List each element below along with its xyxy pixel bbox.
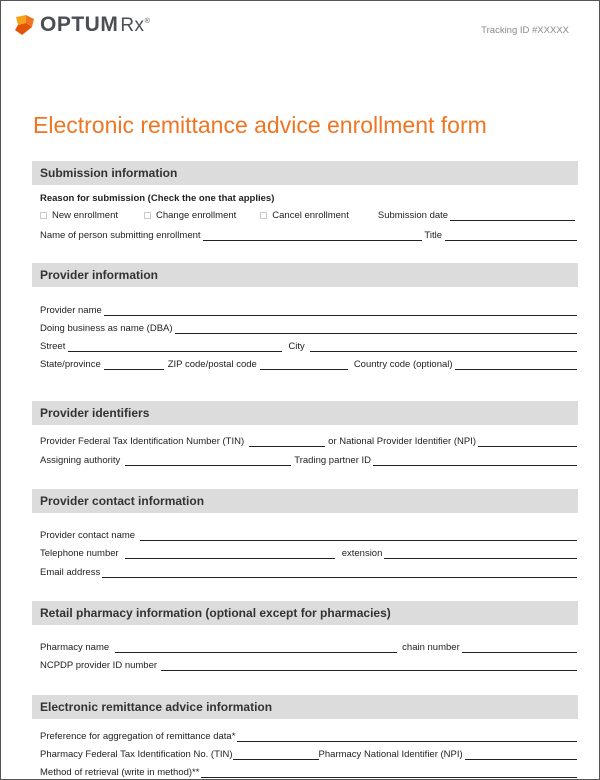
row-preference	[40, 730, 577, 742]
checkbox-box[interactable]	[260, 212, 267, 219]
section-heading: Retail pharmacy information (optional except for pharmacies)	[32, 601, 578, 625]
zip-field[interactable]	[260, 360, 348, 370]
row-method	[40, 766, 577, 778]
optum-logo-icon	[12, 13, 36, 37]
pharmacy-name-field[interactable]	[115, 643, 397, 653]
provider-name-field[interactable]	[104, 306, 577, 316]
tin-field[interactable]	[249, 437, 325, 447]
section-heading: Submission information	[32, 161, 578, 185]
tracking-id: Tracking ID #XXXXX	[481, 25, 569, 36]
row-authority	[40, 454, 577, 466]
era-tin-label: Pharmacy Federal Tax Identification No. (TIN)	[40, 749, 233, 760]
contact-name-label: Provider contact name	[40, 530, 136, 541]
reason-label: Reason for submission (Check the one that applies)	[40, 193, 275, 204]
era-npi-label: Pharmacy National Identifier (NPI)	[318, 749, 463, 760]
row-person	[40, 229, 577, 241]
ncpdp-label: NCPDP provider ID number	[40, 660, 158, 671]
trading-partner-field[interactable]	[373, 456, 577, 466]
section-heading: Electronic remittance advice information	[32, 695, 578, 719]
reason-options	[40, 209, 577, 221]
form-title: Electronic remittance advice enrollment form	[33, 112, 487, 138]
section-submission	[32, 161, 578, 185]
checkbox-cancel-enrollment[interactable]: Cancel enrollment	[260, 210, 349, 221]
provider-name-label: Provider name	[40, 305, 102, 316]
section-identifiers	[32, 401, 578, 425]
contact-name-field[interactable]	[140, 531, 577, 541]
checkbox-box[interactable]	[40, 212, 47, 219]
pharmacy-name-label: Pharmacy name	[40, 642, 110, 653]
row-tin	[40, 435, 577, 447]
logo-text: OPTUM Rx®	[40, 13, 151, 36]
trading-partner-label: Trading partner ID	[294, 455, 372, 466]
title-label: Title	[424, 230, 442, 241]
city-field[interactable]	[310, 342, 577, 352]
row-address	[40, 340, 577, 352]
row-era-tin	[40, 748, 577, 760]
country-label: Country code (optional)	[353, 359, 453, 370]
authority-field[interactable]	[125, 456, 291, 466]
npi-label: or National Provider Identifier (NPI)	[328, 436, 476, 447]
person-name-label: Name of person submitting enrollment	[40, 230, 201, 241]
npi-field[interactable]	[478, 437, 577, 447]
extension-field[interactable]	[384, 549, 577, 559]
person-name-field[interactable]	[203, 231, 423, 241]
email-field[interactable]	[102, 568, 577, 578]
checkbox-box[interactable]	[144, 212, 151, 219]
tin-label: Provider Federal Tax Identification Number (TIN)	[40, 436, 245, 447]
phone-field[interactable]	[125, 549, 335, 559]
zip-label: ZIP code/postal code	[167, 359, 257, 370]
optum-rx-logo	[12, 13, 150, 37]
dba-field[interactable]	[175, 324, 577, 334]
submission-date-label: Submission date	[377, 210, 449, 221]
section-era	[32, 695, 578, 719]
era-npi-field[interactable]	[465, 750, 577, 760]
title-field[interactable]	[445, 231, 577, 241]
row-provider-name	[40, 304, 577, 316]
checkbox-new-enrollment[interactable]: New enrollment	[40, 210, 118, 221]
preference-field[interactable]	[237, 732, 577, 742]
checkbox-change-enrollment[interactable]: Change enrollment	[144, 210, 236, 221]
street-field[interactable]	[68, 342, 282, 352]
row-email	[40, 566, 577, 578]
row-pharmacy-name	[40, 641, 577, 653]
section-heading: Provider identifiers	[32, 401, 578, 425]
country-field[interactable]	[455, 360, 577, 370]
submission-date-field[interactable]	[450, 211, 575, 221]
section-provider	[32, 263, 578, 287]
section-contact	[32, 489, 578, 513]
preference-label: Preference for aggregation of remittance data*	[40, 731, 236, 742]
extension-label: extension	[341, 548, 383, 559]
authority-label: Assigning authority	[40, 455, 121, 466]
row-state	[40, 358, 577, 370]
state-field[interactable]	[104, 360, 164, 370]
row-ncpdp	[40, 659, 577, 671]
row-phone	[40, 547, 577, 559]
email-label: Email address	[40, 567, 101, 578]
section-heading: Provider contact information	[32, 489, 578, 513]
phone-label: Telephone number	[40, 548, 119, 559]
row-contact-name	[40, 529, 577, 541]
section-heading: Provider information	[32, 263, 578, 287]
chain-field[interactable]	[462, 643, 577, 653]
street-label: Street	[40, 341, 66, 352]
era-tin-field[interactable]	[233, 750, 319, 760]
dba-label: Doing business as name (DBA)	[40, 323, 173, 334]
section-pharmacy	[32, 601, 578, 625]
method-label: Method of retrieval (write in method)**	[40, 767, 200, 778]
method-field[interactable]	[201, 768, 577, 778]
ncpdp-field[interactable]	[161, 661, 577, 671]
row-dba	[40, 322, 577, 334]
chain-label: chain number	[402, 642, 460, 653]
state-label: State/province	[40, 359, 101, 370]
city-label: City	[288, 341, 305, 352]
